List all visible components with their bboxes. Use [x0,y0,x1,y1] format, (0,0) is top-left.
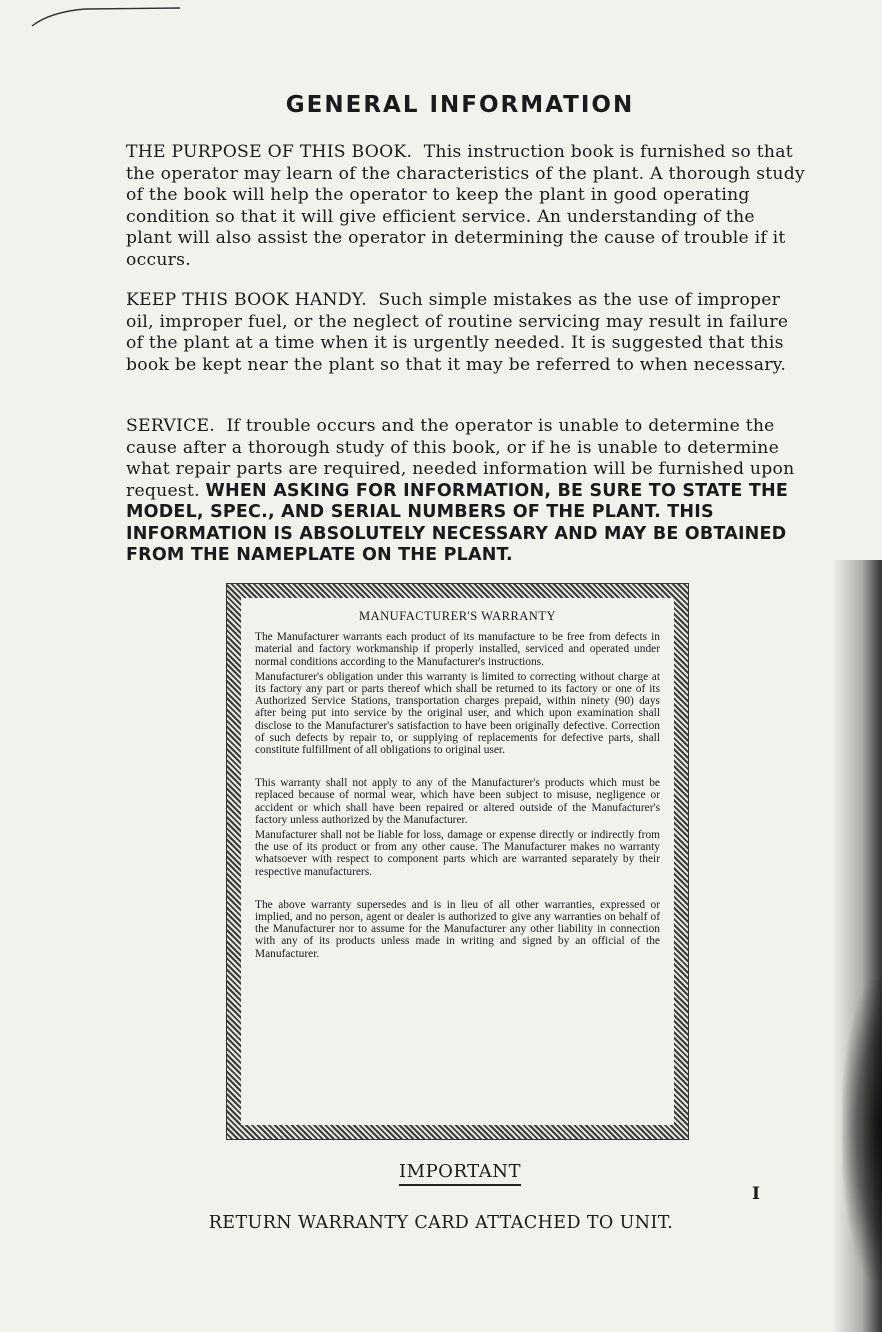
warranty-paragraph: Manufacturer shall not be liable for loss, damage or expense directly or indirectly from the use of its product or from any other cause. The Manufacturer makes no warranty whatsoever with respect to component parts which are warranted separately by their respective manufacturers. [255,829,660,878]
warranty-paragraph: This warranty shall not apply to any of the Manufacturer's products which must be replaced because of normal wear, which have been subject to misuse, negligence or accident or which shall have been repaired or altered outside of the Manufacturer's factory unless authorized by the Manufacturer. [255,777,660,826]
scan-mark [30,6,180,28]
warranty-content [255,610,660,963]
important-heading [0,1161,882,1182]
warranty-paragraph: The Manufacturer warrants each product of its manufacture to be free from defects in material and factory workmanship if properly installed, serviced and operated under normal conditions according to the Manufacturer's instructions. [255,631,660,668]
service-text: If trouble occurs and the operator is unable to determine the cause after a thorough study of this book, or if he is unable to determine what repair parts are required, needed information will be furnished upon request. [126,416,795,501]
return-notice: RETURN WARRANTY CARD ATTACHED TO UNIT. [208,1213,674,1233]
service-emphasis: WHEN ASKING FOR INFORMATION, BE SURE TO STATE THE MODEL, SPEC., AND SERIAL NUMBERS OF THE PLANT. THIS INFORMATION IS ABSOLUTELY NECESSARY AND MAY BE OBTAINED FROM THE NAMEPLATE ON THE PLANT. [126,480,789,565]
warranty-title: MANUFACTURER'S WARRANTY [359,609,556,623]
purpose-paragraph [126,142,806,271]
purpose-label: THE PURPOSE OF THIS BOOK. [126,142,413,162]
service-label: SERVICE. [126,416,216,436]
page-number: I [752,1184,760,1204]
handy-paragraph [126,290,806,376]
purpose-text: This instruction book is furnished so that the operator may learn of the characteristics of the plant. A thorough study of the book will help the operator to keep the plant in good operating condition so that it will give efficient service. An understanding of the plant will also assist the operator in determining the cause of trouble if it occurs. [126,142,805,270]
warranty-paragraph: The above warranty supersedes and is in lieu of all other warranties, expressed or implied, and no person, agent or dealer is authorized to give any warranties on behalf of the Manufacturer nor to assume for the Manufacturer any other liability in connection with any of its products unless made in writing and signed by an official of the Manufacturer. [255,898,660,960]
important-label: IMPORTANT [399,1161,521,1186]
warranty-paragraph: Manufacturer's obligation under this warranty is limited to correcting without charge at its factory any part or parts thereof which shall be returned to its factory or one of its Authorized Service Stations, transportation charges prepaid, within ninety (90) days after being put into service by the original user, and which upon examination shall disclose to the Manufacturer's satisfaction to have been originally defective. Correction of such defects by repair to, or supplying of replacements for defective parts, shall constitute fulfillment of all obligations to original user. [255,670,660,757]
warranty-box [226,583,689,1140]
page-edge-shadow-dark [842,980,882,1280]
handy-text: Such simple mistakes as the use of improper oil, improper fuel, or the neglect of routine servicing may result in failure of the plant at a time when it is urgently needed. It is suggested that this book be kept near the plant so that it may be referred to when necessary. [126,290,789,375]
page-heading: GENERAL INFORMATION [285,92,635,118]
service-paragraph [126,416,806,567]
handy-label: KEEP THIS BOOK HANDY. [126,290,367,310]
